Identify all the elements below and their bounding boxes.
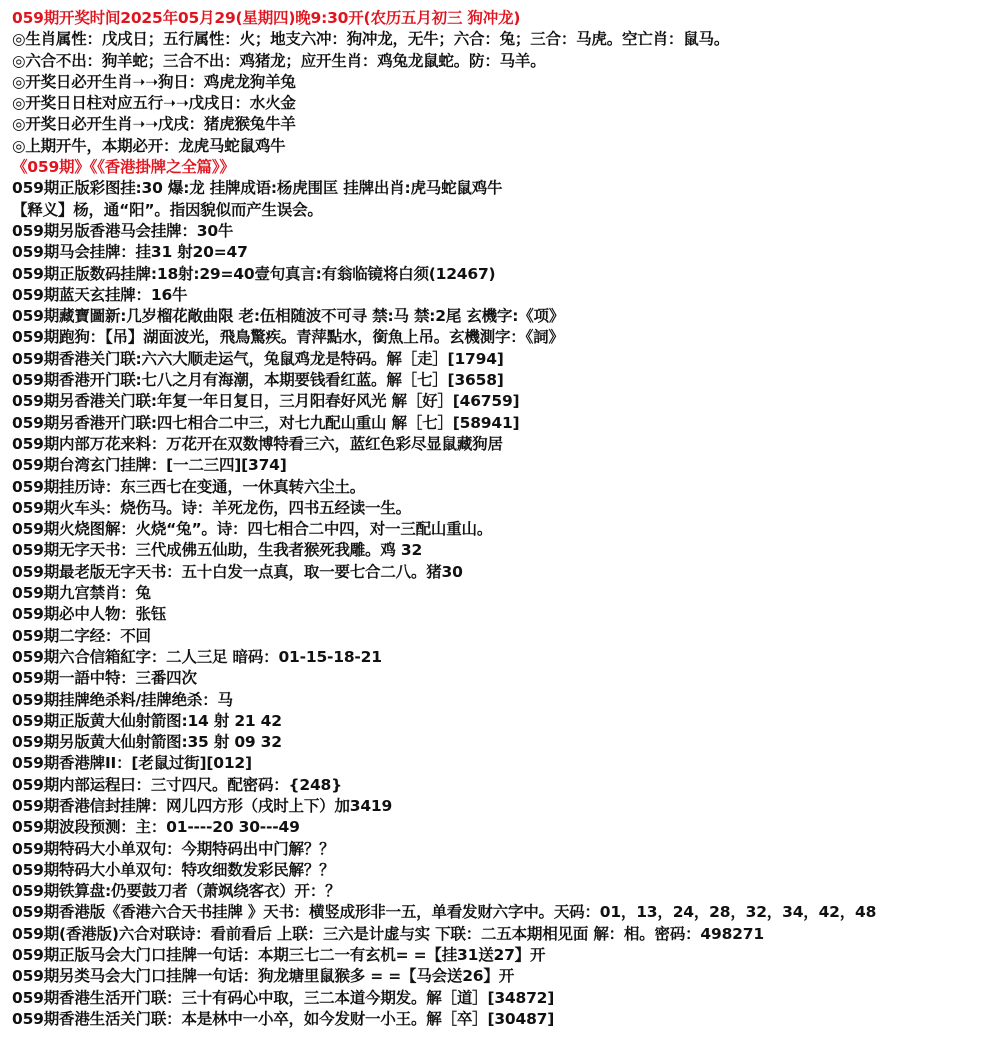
list-item: 059期挂历诗：东三西七在变通，一休真转六尘土。 xyxy=(12,477,366,496)
list-item: 059期香港开门联:七八之月有海潮，本期要钱看红蓝。解［七］[3658] xyxy=(12,371,504,390)
list-item: 059期正版马会大门口挂牌一句话：本期三七二一有玄机= =【挂31送27】开 xyxy=(12,946,546,965)
list-item: 059期蓝天玄挂牌：16牛 xyxy=(12,285,188,304)
zodiac-attributes-line: ◎生肖属性：戊戌日；五行属性：火；地支六冲：狗冲龙，无牛；六合：兔；三合：马虎。空亡肖：鼠马。 xyxy=(12,30,730,49)
list-item: 059期特码大小单双句：今期特码出中门解？？ xyxy=(12,839,335,858)
list-item: 059期香港生活开门联：三十有码心中取，三二本道今期发。解［道］[34872] xyxy=(12,988,555,1007)
document-body xyxy=(12,8,996,1030)
list-item: 059期九宫禁肖：兔 xyxy=(12,584,151,603)
list-item: 059期火车头：烧伤马。诗：羊死龙伤，四书五经读一生。 xyxy=(12,498,411,517)
list-item: 059期一語中特：三番四次 xyxy=(12,669,197,688)
list-item: 059期马会挂牌：挂31 射20=47 xyxy=(12,243,248,262)
list-item: 059期香港信封挂牌：网儿四方形（戌时上下）加3419 xyxy=(12,796,393,815)
list-item: 059期另香港关门联:年复一年日复日，三月阳春好风光 解［好］[46759] xyxy=(12,392,520,411)
list-item: 059期必中人物：张钰 xyxy=(12,605,167,624)
list-item: 059期香港版《香港六合天书挂牌 》天书：横竖成形非一五，单看发财六字中。天码：01，13，24，28，32，34，42，48 xyxy=(12,903,877,922)
list-item: 059期挂牌绝杀料/挂牌绝杀：马 xyxy=(12,690,233,709)
list-item: 059期正版彩图挂:30 爆:龙 挂牌成语:杨虎围匡 挂牌出肖:虎马蛇鼠鸡牛 xyxy=(12,179,503,198)
list-item: 059期香港牌II：[老鼠过街][012] xyxy=(12,754,252,773)
list-item: 059期另版香港马会挂牌：30牛 xyxy=(12,221,234,240)
draw-time-header: 059期开奖时间2025年05月29(星期四)晚9:30开(农历五月初三 狗冲龙) xyxy=(12,9,521,27)
previous-draw-line: ◎上期开牛，本期必开：龙虎马蛇鼠鸡牛 xyxy=(12,136,286,155)
list-item: 059期另类马会大门口挂牌一句话：狗龙塘里鼠猴多 = =【马会送26】开 xyxy=(12,967,514,986)
list-item: 059期内部万花来料：万花开在双数博特看三六，蓝红色彩尽显鼠藏狗居 xyxy=(12,434,503,453)
list-item: 059期六合信箱紅字：二人三足 暗码：01-15-18-21 xyxy=(12,647,382,666)
list-item: 059期(香港版)六合对联诗：看前看后 上联：三六是计虚与实 下联：二五本期相见面 解：相。密码：498271 xyxy=(12,924,764,943)
dog-day-zodiac-line: ◎开奖日必开生肖➝➝狗日：鸡虎龙狗羊兔 xyxy=(12,72,296,91)
list-item: 059期特码大小单双句：特攻细数发彩民解？？ xyxy=(12,860,335,879)
list-item: 059期香港关门联:六六大顺走运气，兔鼠鸡龙是特码。解［走］[1794] xyxy=(12,349,504,368)
list-item: 059期内部运程曰：三寸四尺。配密码：{248} xyxy=(12,775,342,794)
list-item: 059期波段预测：主：01----20 30---49 xyxy=(12,818,300,837)
list-item: 059期另版黄大仙射箭图:35 射 09 32 xyxy=(12,733,282,752)
list-item: 059期无字天书：三代成佛五仙助，生我者猴死我雕。鸡 32 xyxy=(12,541,423,560)
list-item: 059期正版黄大仙射箭图:14 射 21 42 xyxy=(12,711,282,730)
list-item: 059期另香港开门联:四七相合二中三，对七九配山重山 解［七］[58941] xyxy=(12,413,520,432)
list-item: 059期台湾玄门挂牌：[一二三四][374] xyxy=(12,456,287,475)
list-item: 059期最老版无字天书：五十白发一点真，取一要七合二八。猪30 xyxy=(12,562,463,581)
list-item: 059期铁算盘:仍要鼓刀者（萧飒绕客衣）开：？ xyxy=(12,882,341,901)
list-item: 059期跑狗：【吊】湖面波光，飛鳥驚疾。青萍點水，銜魚上吊。玄機測字：《詞》 xyxy=(12,328,564,347)
list-item: 059期香港生活关门联：本是林中一小卒，如今发财一小王。解［卒］[30487] xyxy=(12,1009,555,1028)
list-item: 【释义】杨，通“阳”。指因貌似而产生误会。 xyxy=(12,200,323,219)
wuxu-zodiac-line: ◎开奖日必开生肖➝➝戊戌：猪虎猴兔牛羊 xyxy=(12,115,296,134)
six-harmony-line: ◎六合不出：狗羊蛇；三合不出：鸡猪龙；应开生肖：鸡兔龙鼠蛇。防：马羊。 xyxy=(12,51,546,70)
list-item: 059期二字经：不回 xyxy=(12,626,151,645)
list-item: 059期火烧图解：火烧“兔”。诗：四七相合二中四，对一三配山重山。 xyxy=(12,520,493,539)
day-pillar-elements-line: ◎开奖日日柱对应五行➝➝戊戌日：水火金 xyxy=(12,94,296,113)
list-item: 059期藏寶圖新:几岁榴花敞曲限 老:伍相随波不可寻 禁:马 禁:2尾 玄機字:《项》 xyxy=(12,307,565,326)
section-title: 《059期》《《香港掛牌之全篇》》 xyxy=(12,158,235,177)
list-item: 059期正版数码挂牌:18射:29=40壹句真言:有翁临镜将白须(12467) xyxy=(12,264,496,283)
